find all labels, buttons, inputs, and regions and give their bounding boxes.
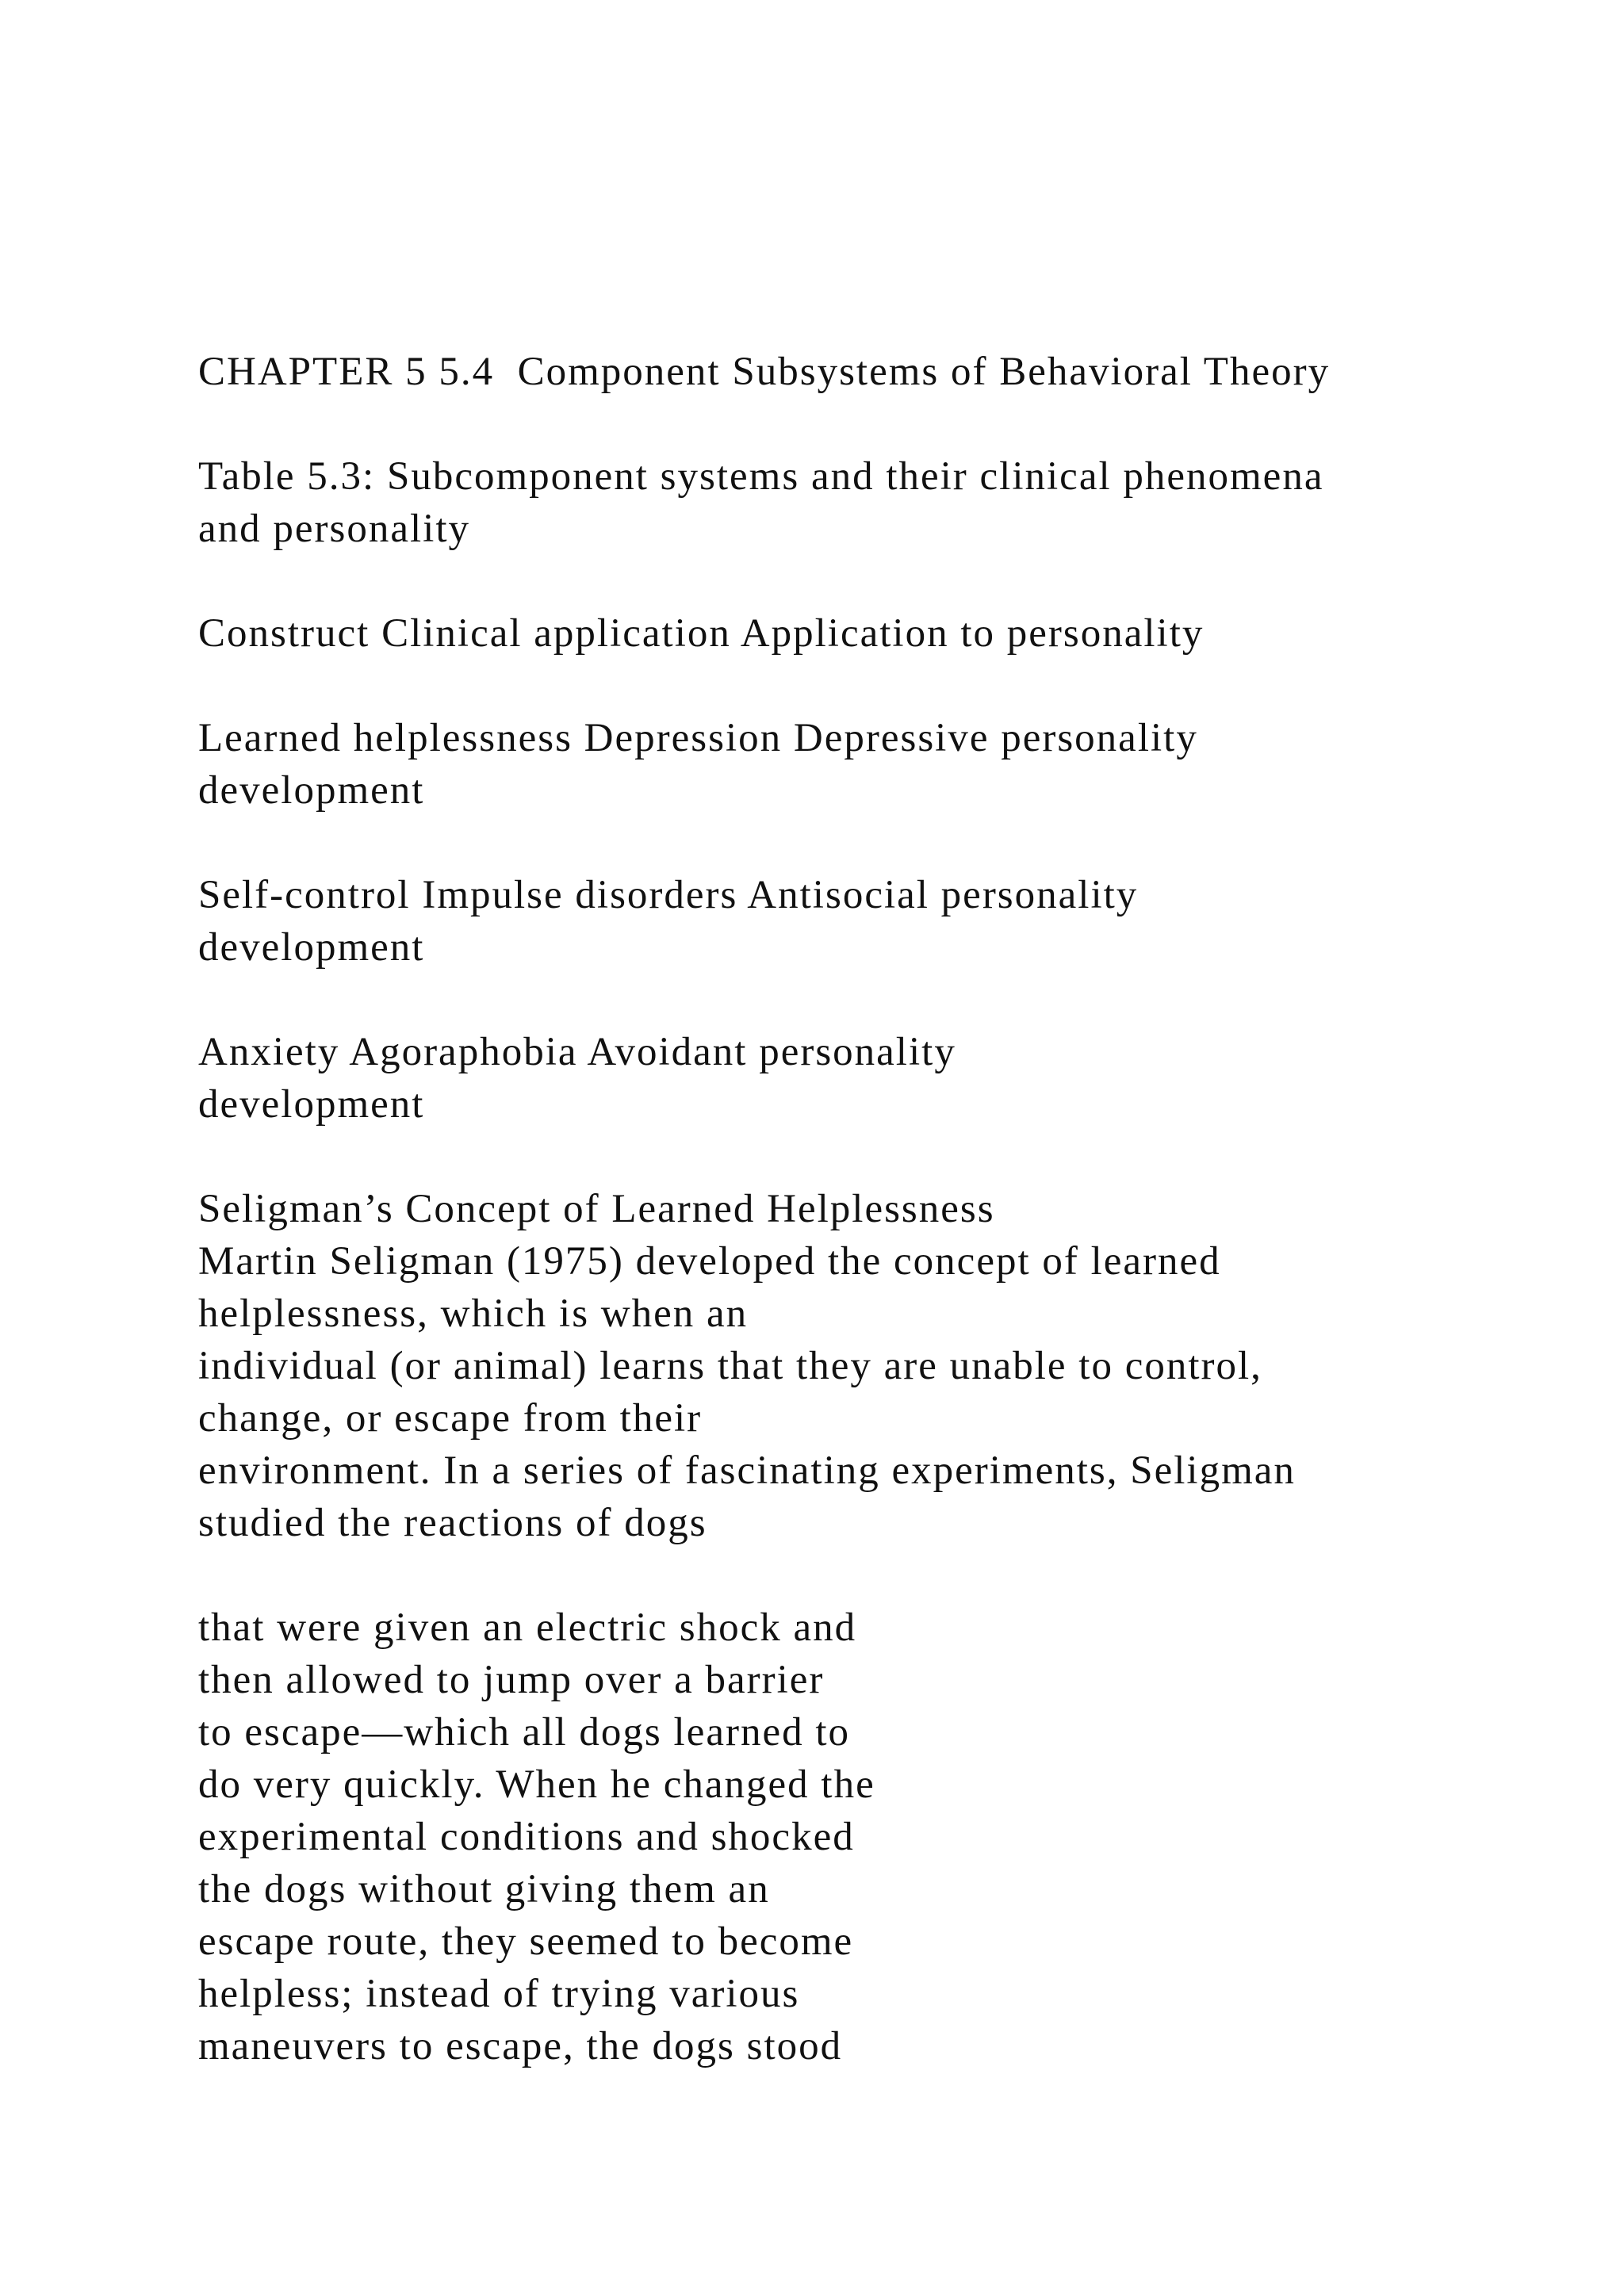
paragraph-line: Martin Seligman (1975) developed the concept of learned xyxy=(198,1239,1221,1284)
table-caption-line: and personality xyxy=(198,507,470,551)
section-title: Seligman’s Concept of Learned Helplessness xyxy=(198,1187,995,1231)
table-caption-line: Table 5.3: Subcomponent systems and their clinical phenomena xyxy=(198,454,1324,499)
paragraph-line: then allowed to jump over a barrier xyxy=(198,1658,825,1702)
paragraph-line: individual (or animal) learns that they are unable to control, xyxy=(198,1344,1262,1388)
paragraph-line: experimental conditions and shocked xyxy=(198,1815,855,1859)
paragraph-line: maneuvers to escape, the dogs stood xyxy=(198,2024,843,2068)
table-row xyxy=(198,712,1546,817)
paragraph-line: studied the reactions of dogs xyxy=(198,1501,707,1545)
table-row xyxy=(198,1026,1546,1131)
paragraph-line: environment. In a series of fascinating experiments, Seligman xyxy=(198,1448,1296,1493)
table-header-row xyxy=(198,607,1546,660)
table-row-line: development xyxy=(198,1082,425,1127)
paragraph-line: escape route, they seemed to become xyxy=(198,1919,854,1964)
table-caption xyxy=(198,450,1546,555)
section-paragraph xyxy=(198,1183,1546,1549)
paragraph-line: helplessness, which is when an xyxy=(198,1292,749,1336)
table-row-line: Self-control Impulse disorders Antisocial personality xyxy=(198,873,1139,917)
chapter-heading xyxy=(198,346,1546,398)
table-row-line: Learned helplessness Depression Depressive personality xyxy=(198,716,1198,760)
continuation-paragraph xyxy=(198,1601,1546,2072)
document-body xyxy=(198,346,1546,2125)
table-row-line: Anxiety Agoraphobia Avoidant personality xyxy=(198,1030,956,1074)
paragraph-line: change, or escape from their xyxy=(198,1396,703,1441)
table-header-line: Construct Clinical application Application to personality xyxy=(198,611,1205,656)
paragraph-line: to escape—which all dogs learned to xyxy=(198,1710,851,1755)
paragraph-line: helpless; instead of trying various xyxy=(198,1972,800,2016)
paragraph-line: that were given an electric shock and xyxy=(198,1605,857,1650)
table-row xyxy=(198,869,1546,974)
paragraph-line: the dogs without giving them an xyxy=(198,1867,770,1911)
table-row-line: development xyxy=(198,925,425,970)
table-row-line: development xyxy=(198,768,425,813)
chapter-heading-line: CHAPTER 5 5.4 Component Subsystems of Behavioral Theory xyxy=(198,350,1331,394)
paragraph-line: do very quickly. When he changed the xyxy=(198,1762,875,1807)
